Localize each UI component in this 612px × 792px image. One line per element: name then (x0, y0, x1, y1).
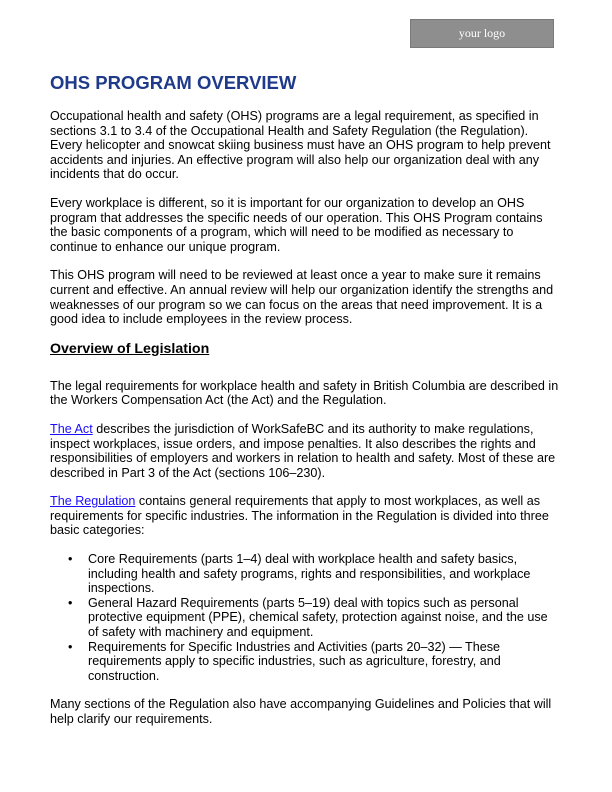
document-body (50, 72, 560, 741)
list-item-text: Core Requirements (parts 1–4) deal with workplace health and safety basics, including health and safety programs, rights and responsibilities, and workplace inspections. (88, 552, 531, 596)
act-link[interactable]: The Act (50, 421, 93, 436)
list-item-text: General Hazard Requirements (parts 5–19) deal with topics such as personal protective equipment (PPE), chemical safety, protection against noise, and the use of safety with machinery and equipment. (88, 595, 548, 640)
regulation-description: contains general requirements that apply to most workplaces, as well as requirements for specific industries. The information in the Regulation is divided into three basic categories: (50, 494, 549, 538)
intro-paragraph-1: Occupational health and safety (OHS) programs are a legal requirement, as specified in sections 3.1 to 3.4 of the Occupational Health and Safety Regulation (the Regulation). Every helicopter and snowcat skiing business must have an OHS program to help prevent accidents and injuries. An effective program will also help our organization deal with any incidents that do occur. (50, 109, 551, 182)
bullet-icon: • (68, 639, 73, 654)
legislation-paragraph: The legal requirements for workplace health and safety in British Columbia are described in the Workers Compensation Act (the Act) and the Regulation. (50, 378, 559, 408)
act-description: describes the jurisdiction of WorkSafeBC and its authority to make regulations, inspect workplaces, issue orders, and impose penalties. It also describes the rights and responsibilities of employers and workers in relation to health and safety. Most of these are described in Part 3 of the Act (sections 106–230). (50, 421, 556, 480)
list-item (68, 639, 560, 684)
logo-placeholder (410, 19, 554, 48)
intro-paragraph-3: This OHS program will need to be reviewed at least once a year to make sure it remains current and effective. An annual review will help our organization identify the strengths and weaknesses of our program so we can focus on the areas that need improvement. It is a good idea to include employees in the review process. (50, 268, 554, 327)
section-heading-legislation: Overview of Legislation (50, 340, 210, 357)
intro-paragraph-2: Every workplace is different, so it is important for our organization to develop an OHS program that addresses the specific needs of our operation. This OHS Program contains the basic components of a program, which will need to be modified as necessary to continue to enhance our unique program. (50, 195, 543, 254)
bullet-icon: • (68, 552, 73, 567)
regulation-paragraph (50, 494, 560, 538)
regulation-categories-list (50, 552, 560, 683)
bullet-icon: • (68, 595, 73, 610)
logo-text: your logo (458, 26, 506, 40)
list-item (68, 595, 560, 640)
page-title: OHS PROGRAM OVERVIEW (50, 72, 297, 93)
list-item-text: Requirements for Specific Industries and Activities (parts 20–32) — These requirements apply to specific industries, such as agriculture, forestry, and construction. (88, 639, 501, 683)
regulation-link[interactable]: The Regulation (50, 494, 136, 509)
closing-paragraph: Many sections of the Regulation also have accompanying Guidelines and Policies that will help clarify our requirements. (50, 697, 552, 726)
act-paragraph (50, 422, 560, 480)
list-item (68, 552, 560, 596)
